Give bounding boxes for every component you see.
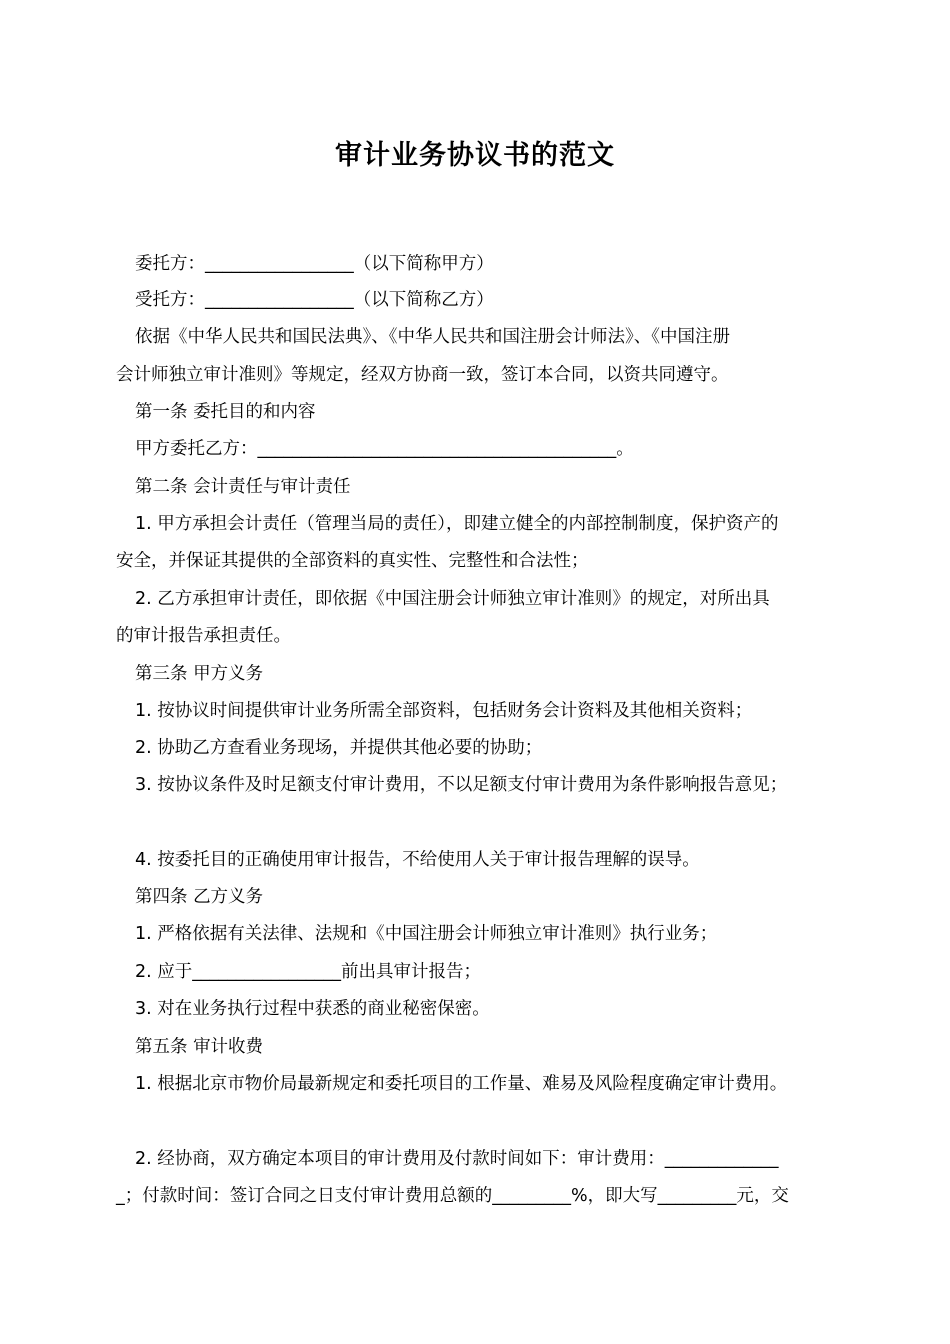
article-2-item-1-line-2: 安全，并保证其提供的全部资料的真实性、完整性和合法性； [116, 551, 589, 571]
article-3-item-4: 4. 按委托目的正确使用审计报告，不给使用人关于审计报告理解的误导。 [135, 850, 700, 870]
page-title: 审计业务协议书的范文 [335, 140, 615, 171]
article-2-heading: 第二条 会计责任与审计责任 [135, 477, 351, 497]
article-4-heading: 第四条 乙方义务 [135, 887, 264, 907]
article-5-item-2-line-1: 2. 经协商，双方确定本项目的审计费用及付款时间如下：审计费用：_____________ [135, 1149, 779, 1169]
article-2-item-2-line-1: 2. 乙方承担审计责任，即依据《中国注册会计师独立审计准则》的规定，对所出具 [135, 589, 770, 609]
article-4-item-2: 2. 应于_________________前出具审计报告； [135, 962, 482, 982]
article-5-item-1: 1. 根据北京市物价局最新规定和委托项目的工作量、难易及风险程度确定审计费用。 [135, 1074, 788, 1094]
contractor-line: 受托方：_________________（以下简称乙方） [135, 290, 494, 310]
article-3-item-3: 3. 按协议条件及时足额支付审计费用，不以足额支付审计费用为条件影响报告意见； [135, 775, 788, 795]
article-1-heading: 第一条 委托目的和内容 [135, 402, 316, 422]
article-3-item-1: 1. 按协议时间提供审计业务所需全部资料，包括财务会计资料及其他相关资料； [135, 701, 753, 721]
article-2-item-2-line-2: 的审计报告承担责任。 [116, 626, 291, 646]
article-4-item-1: 1. 严格依据有关法律、法规和《中国注册会计师独立审计准则》执行业务； [135, 924, 718, 944]
article-3-item-2: 2. 协助乙方查看业务现场，并提供其他必要的协助； [135, 738, 543, 758]
article-5-heading: 第五条 审计收费 [135, 1037, 264, 1057]
article-1-content: 甲方委托乙方：_________________________________________。 [135, 439, 634, 459]
basis-paragraph-line-2: 会计师独立审计准则》等规定，经双方协商一致，签订本合同，以资共同遵守。 [116, 365, 729, 385]
basis-paragraph-line-1: 依据《中华人民共和国民法典》、《中华人民共和国注册会计师法》、《中国注册 [135, 327, 730, 347]
article-5-item-2-line-2: _；付款时间：签订合同之日支付审计费用总额的_________%，即大写_________元，交 [116, 1186, 789, 1206]
article-2-item-1-line-1: 1. 甲方承担会计责任（管理当局的责任），即建立健全的内部控制制度，保护资产的 [135, 514, 779, 534]
client-line: 委托方：_________________（以下简称甲方） [135, 254, 494, 274]
article-4-item-3: 3. 对在业务执行过程中获悉的商业秘密保密。 [135, 999, 490, 1019]
article-3-heading: 第三条 甲方义务 [135, 664, 264, 684]
